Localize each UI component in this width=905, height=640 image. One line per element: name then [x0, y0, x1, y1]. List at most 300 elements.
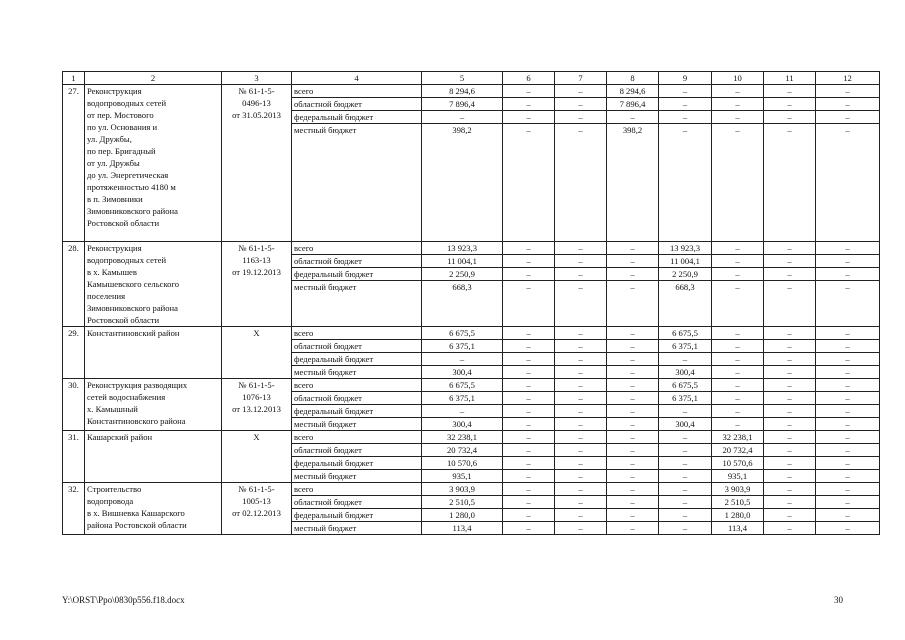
year-amount: –: [607, 522, 659, 535]
year-amount: –: [555, 392, 607, 405]
document-line: 1076-13: [242, 392, 271, 402]
year-amount: –: [503, 366, 555, 379]
project-name-line: водопроводных сетей: [87, 98, 167, 108]
year-amount: –: [607, 457, 659, 470]
funding-source: областной бюджет: [292, 340, 422, 353]
year-amount: –: [712, 418, 764, 431]
year-amount: –: [712, 98, 764, 111]
year-amount: –: [764, 124, 816, 242]
year-amount: –: [503, 111, 555, 124]
project-name-line: Ростовской области: [87, 218, 160, 228]
funding-source: федеральный бюджет: [292, 457, 422, 470]
year-amount: –: [712, 124, 764, 242]
year-amount: –: [503, 98, 555, 111]
total-amount: 300,4: [422, 366, 503, 379]
document-line: Х: [253, 432, 260, 442]
year-amount: –: [555, 522, 607, 535]
table-row: [63, 431, 880, 444]
year-amount: –: [555, 405, 607, 418]
year-amount: –: [503, 392, 555, 405]
document-line: № 61-1-5-: [238, 484, 275, 494]
table-body: [63, 72, 880, 535]
document-line: от 31.05.2013: [232, 110, 281, 120]
project-name: [85, 327, 222, 379]
year-amount: 398,2: [607, 124, 659, 242]
funding-source: федеральный бюджет: [292, 353, 422, 366]
year-amount: –: [712, 85, 764, 98]
table-row: [63, 242, 880, 255]
year-amount: 6 375,1: [659, 392, 712, 405]
year-amount: –: [503, 444, 555, 457]
expertise-document: [222, 327, 292, 379]
row-number: 29.: [63, 327, 85, 379]
document-line: 1005-13: [242, 496, 271, 506]
expertise-document: [222, 85, 292, 242]
year-amount: –: [764, 496, 816, 509]
year-amount: 113,4: [712, 522, 764, 535]
document-line: № 61-1-5-: [238, 243, 275, 253]
year-amount: –: [816, 353, 880, 366]
year-amount: –: [555, 124, 607, 242]
year-amount: –: [712, 255, 764, 268]
year-amount: –: [503, 379, 555, 392]
table-row: [63, 85, 880, 98]
funding-source: всего: [292, 483, 422, 496]
year-amount: –: [503, 327, 555, 340]
year-amount: 6 375,1: [659, 340, 712, 353]
year-amount: 668,3: [659, 281, 712, 327]
year-amount: –: [659, 85, 712, 98]
expertise-document: [222, 431, 292, 483]
year-amount: –: [503, 255, 555, 268]
funding-source: федеральный бюджет: [292, 509, 422, 522]
total-amount: –: [422, 111, 503, 124]
year-amount: –: [555, 353, 607, 366]
year-amount: 10 570,6: [712, 457, 764, 470]
year-amount: –: [816, 522, 880, 535]
column-number-header: 2: [85, 72, 222, 85]
year-amount: –: [555, 379, 607, 392]
year-amount: –: [607, 353, 659, 366]
year-amount: –: [712, 242, 764, 255]
year-amount: –: [659, 496, 712, 509]
year-amount: –: [555, 444, 607, 457]
funding-source: областной бюджет: [292, 98, 422, 111]
year-amount: –: [659, 444, 712, 457]
year-amount: –: [607, 327, 659, 340]
year-amount: –: [764, 444, 816, 457]
project-name-line: до ул. Энергетическая: [87, 170, 169, 180]
year-amount: –: [607, 392, 659, 405]
year-amount: –: [712, 111, 764, 124]
funding-source: областной бюджет: [292, 392, 422, 405]
year-amount: –: [607, 281, 659, 327]
project-name-line: по пер. Бригадный: [87, 146, 156, 156]
funding-source: областной бюджет: [292, 496, 422, 509]
year-amount: –: [607, 255, 659, 268]
project-name-line: поселения: [87, 291, 126, 301]
year-amount: 300,4: [659, 418, 712, 431]
column-number-header: 10: [712, 72, 764, 85]
year-amount: –: [607, 418, 659, 431]
total-amount: 6 375,1: [422, 392, 503, 405]
year-amount: –: [764, 242, 816, 255]
year-amount: –: [659, 509, 712, 522]
project-name: [85, 483, 222, 535]
document-line: от 02.12.2013: [232, 508, 281, 518]
funding-source: всего: [292, 85, 422, 98]
project-name-line: от ул. Дружбы: [87, 158, 140, 168]
year-amount: –: [764, 483, 816, 496]
total-amount: 2 510,5: [422, 496, 503, 509]
year-amount: –: [503, 496, 555, 509]
project-name: [85, 431, 222, 483]
year-amount: –: [503, 281, 555, 327]
year-amount: 300,4: [659, 366, 712, 379]
year-amount: –: [816, 509, 880, 522]
column-number-header: 3: [222, 72, 292, 85]
project-name-line: Ростовской области: [87, 315, 160, 325]
year-amount: –: [607, 470, 659, 483]
funding-source: всего: [292, 327, 422, 340]
total-amount: 6 675,5: [422, 327, 503, 340]
year-amount: –: [816, 85, 880, 98]
project-name-line: ул. Дружбы,: [87, 134, 132, 144]
project-name: [85, 242, 222, 327]
year-amount: –: [555, 268, 607, 281]
year-amount: –: [816, 379, 880, 392]
year-amount: –: [764, 255, 816, 268]
year-amount: 11 004,1: [659, 255, 712, 268]
year-amount: –: [659, 470, 712, 483]
year-amount: –: [659, 124, 712, 242]
year-amount: –: [607, 366, 659, 379]
year-amount: –: [659, 522, 712, 535]
project-name-line: Реконструкция: [87, 86, 142, 96]
document-line: № 61-1-5-: [238, 380, 275, 390]
project-name-line: Реконструкция: [87, 243, 142, 253]
year-amount: –: [607, 496, 659, 509]
document-line: Х: [253, 328, 260, 338]
year-amount: –: [503, 242, 555, 255]
year-amount: –: [659, 457, 712, 470]
funding-source: всего: [292, 379, 422, 392]
funding-source: местный бюджет: [292, 124, 422, 242]
year-amount: –: [503, 509, 555, 522]
project-name-line: района Ростовской области: [87, 520, 187, 530]
column-number-row: [63, 72, 880, 85]
year-amount: –: [816, 470, 880, 483]
year-amount: –: [659, 111, 712, 124]
total-amount: 2 250,9: [422, 268, 503, 281]
year-amount: –: [555, 418, 607, 431]
funding-source: всего: [292, 242, 422, 255]
year-amount: –: [816, 496, 880, 509]
year-amount: –: [816, 111, 880, 124]
project-name-line: в х. Камышев: [87, 267, 137, 277]
column-number-header: 7: [555, 72, 607, 85]
row-number: 32.: [63, 483, 85, 535]
funding-source: местный бюджет: [292, 281, 422, 327]
document-line: от 19.12.2013: [232, 267, 281, 277]
year-amount: –: [816, 124, 880, 242]
year-amount: –: [503, 268, 555, 281]
year-amount: –: [555, 366, 607, 379]
total-amount: 398,2: [422, 124, 503, 242]
year-amount: 935,1: [712, 470, 764, 483]
row-number: 30.: [63, 379, 85, 431]
year-amount: 1 280,0: [712, 509, 764, 522]
year-amount: –: [503, 457, 555, 470]
funding-source: всего: [292, 431, 422, 444]
year-amount: –: [555, 340, 607, 353]
total-amount: –: [422, 353, 503, 366]
year-amount: –: [816, 457, 880, 470]
year-amount: –: [607, 483, 659, 496]
total-amount: 13 923,3: [422, 242, 503, 255]
project-name-line: водопровода: [87, 496, 134, 506]
year-amount: –: [555, 509, 607, 522]
row-number: 31.: [63, 431, 85, 483]
year-amount: –: [764, 392, 816, 405]
year-amount: –: [764, 366, 816, 379]
year-amount: –: [555, 431, 607, 444]
year-amount: –: [503, 522, 555, 535]
year-amount: –: [555, 496, 607, 509]
project-name-line: по ул. Основания и: [87, 122, 158, 132]
year-amount: –: [607, 242, 659, 255]
total-amount: 1 280,0: [422, 509, 503, 522]
year-amount: –: [816, 418, 880, 431]
row-number: 28.: [63, 242, 85, 327]
year-amount: –: [555, 470, 607, 483]
year-amount: –: [816, 242, 880, 255]
project-name-line: Зимовниковского района: [87, 206, 178, 216]
year-amount: –: [764, 470, 816, 483]
column-number-header: 5: [422, 72, 503, 85]
column-number-header: 4: [292, 72, 422, 85]
table-row: [63, 379, 880, 392]
budget-table: [62, 71, 880, 535]
year-amount: –: [712, 392, 764, 405]
column-number-header: 12: [816, 72, 880, 85]
year-amount: –: [816, 366, 880, 379]
funding-source: федеральный бюджет: [292, 405, 422, 418]
year-amount: –: [607, 509, 659, 522]
expertise-document: [222, 483, 292, 535]
year-amount: –: [503, 418, 555, 431]
total-amount: 10 570,6: [422, 457, 503, 470]
expertise-document: [222, 379, 292, 431]
year-amount: –: [555, 457, 607, 470]
project-name-line: Константиновский район: [87, 328, 180, 338]
funding-source: областной бюджет: [292, 444, 422, 457]
year-amount: –: [607, 405, 659, 418]
column-number-header: 6: [503, 72, 555, 85]
funding-source: федеральный бюджет: [292, 268, 422, 281]
project-name-line: Зимовниковского района: [87, 303, 178, 313]
year-amount: –: [503, 85, 555, 98]
total-amount: 3 903,9: [422, 483, 503, 496]
year-amount: –: [555, 255, 607, 268]
year-amount: 3 903,9: [712, 483, 764, 496]
year-amount: –: [503, 340, 555, 353]
year-amount: –: [764, 268, 816, 281]
year-amount: –: [712, 353, 764, 366]
document-line: 1163-13: [242, 255, 271, 265]
table-row: [63, 483, 880, 496]
funding-source: местный бюджет: [292, 470, 422, 483]
year-amount: –: [764, 340, 816, 353]
year-amount: –: [764, 85, 816, 98]
total-amount: 11 004,1: [422, 255, 503, 268]
year-amount: –: [764, 327, 816, 340]
year-amount: –: [764, 509, 816, 522]
project-name-line: Константиновского района: [87, 416, 186, 426]
year-amount: –: [764, 522, 816, 535]
total-amount: 6 675,5: [422, 379, 503, 392]
year-amount: –: [555, 327, 607, 340]
year-amount: –: [555, 242, 607, 255]
year-amount: –: [555, 281, 607, 327]
year-amount: –: [816, 444, 880, 457]
project-name-line: Реконструкция разводящих: [87, 380, 188, 390]
year-amount: 6 675,5: [659, 379, 712, 392]
year-amount: –: [503, 124, 555, 242]
expertise-document: [222, 242, 292, 327]
year-amount: –: [764, 353, 816, 366]
document-line: 0496-13: [242, 98, 271, 108]
column-number-header: 1: [63, 72, 85, 85]
year-amount: –: [816, 268, 880, 281]
document-line: № 61-1-5-: [238, 86, 275, 96]
project-name-line: в п. Зимовники: [87, 194, 143, 204]
year-amount: 32 238,1: [712, 431, 764, 444]
year-amount: –: [503, 470, 555, 483]
total-amount: –: [422, 405, 503, 418]
year-amount: –: [712, 366, 764, 379]
year-amount: 6 675,5: [659, 327, 712, 340]
year-amount: –: [764, 457, 816, 470]
total-amount: 7 896,4: [422, 98, 503, 111]
year-amount: –: [607, 340, 659, 353]
project-name-line: Кашарский район: [87, 432, 153, 442]
year-amount: –: [764, 98, 816, 111]
year-amount: –: [555, 85, 607, 98]
year-amount: –: [712, 340, 764, 353]
year-amount: –: [764, 405, 816, 418]
year-amount: –: [607, 444, 659, 457]
year-amount: –: [503, 483, 555, 496]
project-name-line: Камышевского сельского: [87, 279, 180, 289]
year-amount: –: [816, 98, 880, 111]
year-amount: –: [816, 483, 880, 496]
funding-source: местный бюджет: [292, 418, 422, 431]
column-number-header: 9: [659, 72, 712, 85]
year-amount: –: [816, 340, 880, 353]
year-amount: 20 732,4: [712, 444, 764, 457]
funding-source: местный бюджет: [292, 522, 422, 535]
year-amount: –: [764, 111, 816, 124]
total-amount: 668,3: [422, 281, 503, 327]
project-name: [85, 379, 222, 431]
total-amount: 300,4: [422, 418, 503, 431]
year-amount: –: [659, 98, 712, 111]
year-amount: –: [712, 379, 764, 392]
project-name: [85, 85, 222, 242]
year-amount: 13 923,3: [659, 242, 712, 255]
total-amount: 32 238,1: [422, 431, 503, 444]
year-amount: –: [816, 431, 880, 444]
year-amount: –: [816, 255, 880, 268]
year-amount: 7 896,4: [607, 98, 659, 111]
year-amount: –: [555, 111, 607, 124]
total-amount: 935,1: [422, 470, 503, 483]
year-amount: –: [607, 431, 659, 444]
year-amount: –: [659, 405, 712, 418]
year-amount: –: [607, 379, 659, 392]
year-amount: –: [607, 268, 659, 281]
year-amount: –: [764, 281, 816, 327]
year-amount: –: [503, 431, 555, 444]
funding-source: федеральный бюджет: [292, 111, 422, 124]
year-amount: –: [816, 327, 880, 340]
year-amount: 8 294,6: [607, 85, 659, 98]
column-number-header: 8: [607, 72, 659, 85]
year-amount: –: [712, 268, 764, 281]
footer-file-path: Y:\ORST\Ppo\0830p556.f18.docx: [62, 595, 185, 605]
year-amount: –: [816, 405, 880, 418]
table-row: [63, 327, 880, 340]
year-amount: –: [555, 98, 607, 111]
column-number-header: 11: [764, 72, 816, 85]
total-amount: 20 732,4: [422, 444, 503, 457]
total-amount: 8 294,6: [422, 85, 503, 98]
year-amount: –: [764, 418, 816, 431]
project-name-line: в х. Вишневка Кашарского: [87, 508, 185, 518]
year-amount: –: [503, 353, 555, 366]
total-amount: 113,4: [422, 522, 503, 535]
project-name-line: протяженностью 4180 м: [87, 182, 176, 192]
year-amount: 2 250,9: [659, 268, 712, 281]
year-amount: –: [816, 392, 880, 405]
year-amount: –: [659, 431, 712, 444]
project-name-line: х. Камышный: [87, 404, 138, 414]
year-amount: –: [659, 483, 712, 496]
project-name-line: от пер. Мостового: [87, 110, 154, 120]
page-number: 30: [834, 595, 843, 605]
year-amount: –: [764, 379, 816, 392]
year-amount: –: [764, 431, 816, 444]
funding-source: областной бюджет: [292, 255, 422, 268]
year-amount: –: [555, 483, 607, 496]
year-amount: –: [659, 353, 712, 366]
year-amount: –: [503, 405, 555, 418]
total-amount: 6 375,1: [422, 340, 503, 353]
year-amount: –: [607, 111, 659, 124]
project-name-line: сетей водоснабжения: [87, 392, 166, 402]
funding-source: местный бюджет: [292, 366, 422, 379]
year-amount: –: [712, 281, 764, 327]
row-number: 27.: [63, 85, 85, 242]
project-name-line: водопроводных сетей: [87, 255, 167, 265]
year-amount: –: [816, 281, 880, 327]
year-amount: –: [712, 405, 764, 418]
project-name-line: Строительство: [87, 484, 142, 494]
year-amount: 2 510,5: [712, 496, 764, 509]
year-amount: –: [712, 327, 764, 340]
document-line: от 13.12.2013: [232, 404, 281, 414]
